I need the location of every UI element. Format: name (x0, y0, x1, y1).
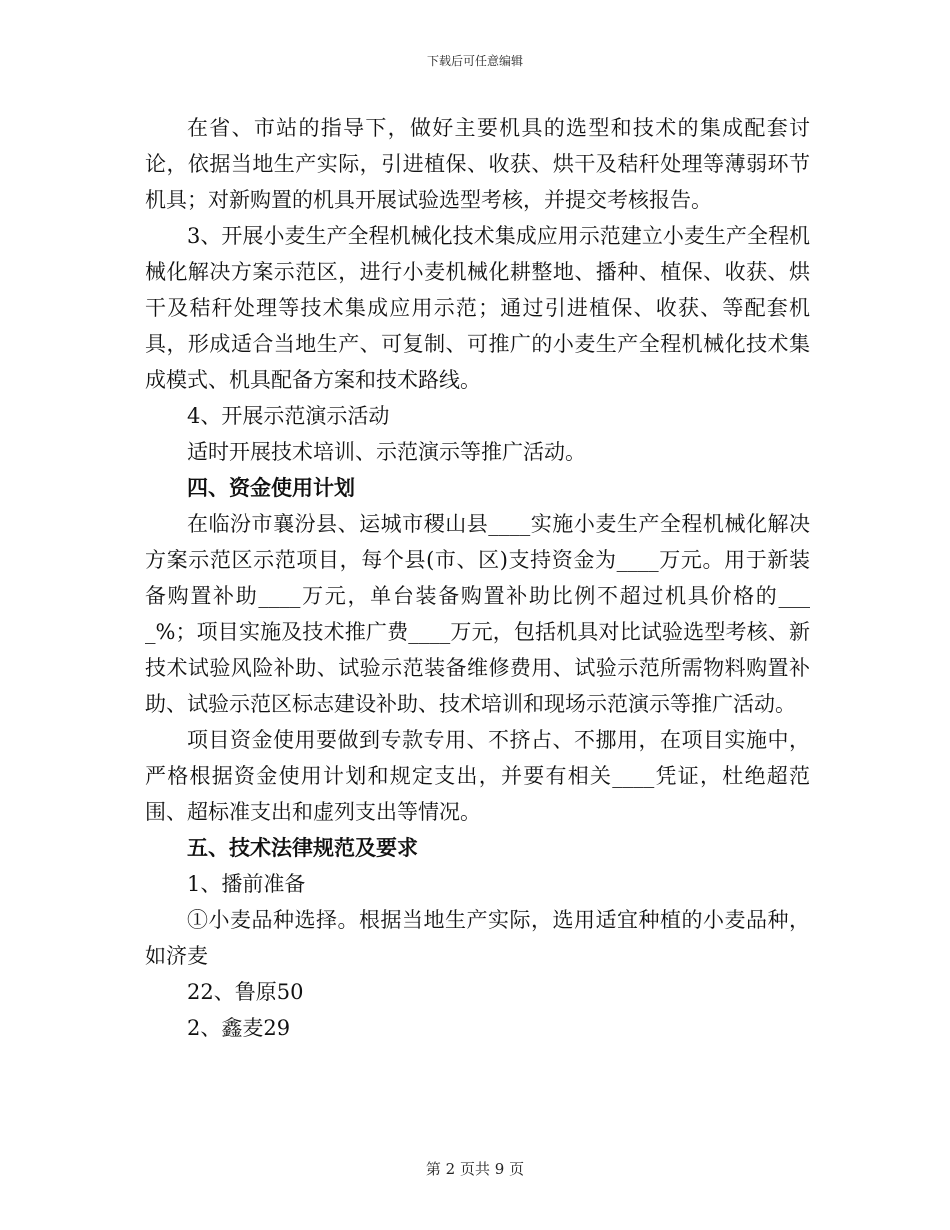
paragraph-1: 在省、市站的指导下，做好主要机具的选型和技术的集成配套讨论，依据当地生产实际，引进植保、收获、烘干及秸秆处理等薄弱环节机具；对新购置的机具开展试验选型考核，并提交考核报告。 (145, 116, 810, 212)
section-heading-4: 四、资金使用计划 (187, 475, 355, 500)
page-header: 下载后可任意编辑 (426, 54, 523, 68)
page-footer: 第 2 页共 9 页 (425, 1160, 525, 1178)
paragraph-11: 22、鲁原50 (187, 980, 304, 1004)
paragraph-7: 项目资金使用要做到专款专用、不挤占、不挪用，在项目实施中，严格根据资金使用计划和规定支出，并要有相关____凭证，杜绝超范围、超标准支出和虚列支出等情况。 (145, 728, 810, 824)
paragraph-10: ①小麦品种选择。根据当地生产实际，选用适宜种植的小麦品种，如济麦 (145, 908, 810, 968)
paragraph-4: 适时开展技术培训、示范演示等推广活动。 (187, 440, 586, 464)
document-body (145, 110, 810, 1046)
paragraph-12: 2、鑫麦29 (187, 1016, 291, 1040)
paragraph-2: 3、开展小麦生产全程机械化技术集成应用示范建立小麦生产全程机械化解决方案示范区，进行小麦机械化耕整地、播种、植保、收获、烘干及秸秆处理等技术集成应用示范；通过引进植保、收获、等配套机具，形成适合当地生产、可复制、可推广的小麦生产全程机械化技术集成模式、机具配备方案和技术路线。 (145, 224, 810, 392)
paragraph-3: 4、开展示范演示活动 (187, 404, 390, 428)
section-heading-5: 五、技术法律规范及要求 (187, 835, 418, 860)
paragraph-9: 1、播前准备 (187, 872, 306, 896)
paragraph-6: 在临汾市襄汾县、运城市稷山县____实施小麦生产全程机械化解决方案示范区示范项目，每个县(市、区)支持资金为____万元。用于新装备购置补助____万元，单台装备购置补助比例不超过机具价格的____%；项目实施及技术推广费____万元，包括机具对比试验选型考核、新技术试验风险补助、试验示范装备维修费用、试验示范所需物料购置补助、试验示范区标志建设补助、技术培训和现场示范演示等推广活动。 (145, 512, 810, 716)
